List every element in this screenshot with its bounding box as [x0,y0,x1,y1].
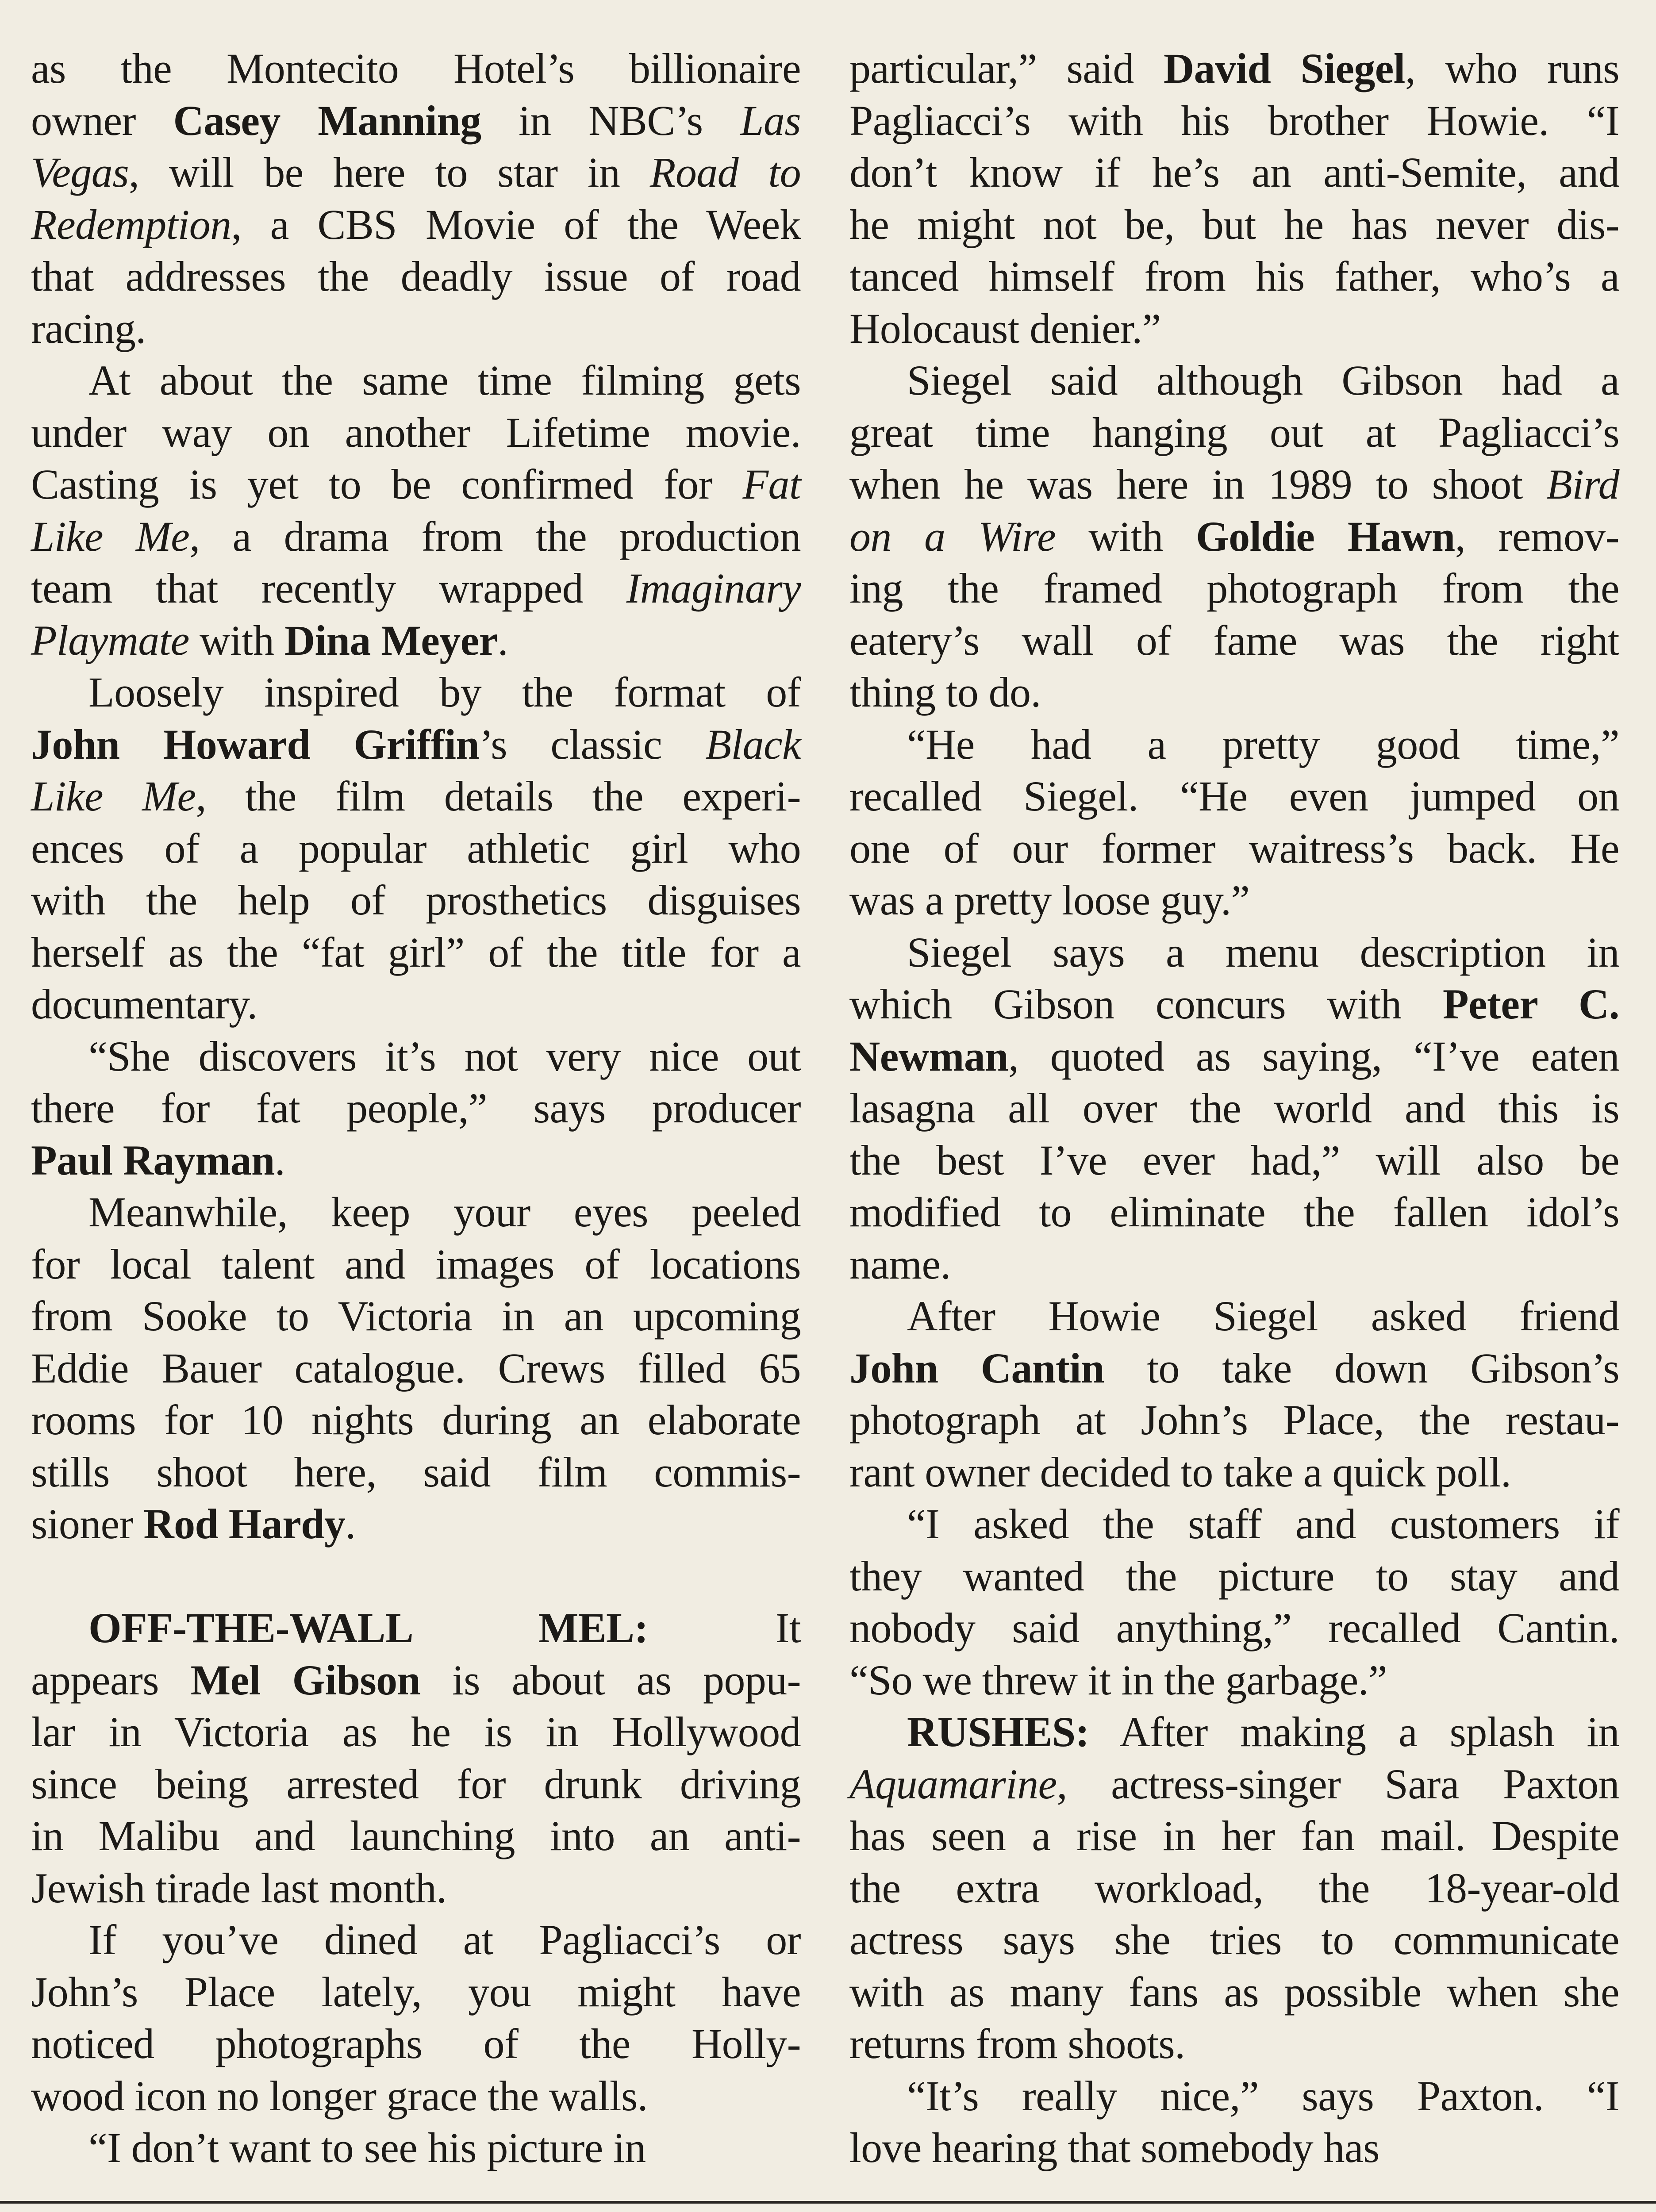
bold-name: Peter C. [1442,980,1620,1028]
bold-name: Dina Meyer [284,616,498,664]
text-run: in NBC’s [481,96,741,144]
text-run: , remov- [1455,512,1620,560]
text-run: thing to do. [849,668,1041,716]
text-run: with [1056,512,1196,560]
text-line [31,770,801,822]
paragraph [31,354,801,666]
text-line [31,666,801,718]
text-run: After Howie Siegel asked friend [907,1292,1619,1340]
text-line [849,874,1619,926]
text-run: Loosely inspired by the format of [88,668,801,716]
text-run: lar in Victoria as he is in Hollywood [31,1708,801,1755]
text-run: ing the framed photograph from the [849,565,1619,612]
bold-name: Paul Rayman [31,1136,275,1184]
italic-title: Playmate [31,616,189,664]
text-run: , the film details the experi- [196,772,801,820]
text-line [849,146,1619,199]
text-run: don’t know if he’s an anti-Semite, and [849,149,1619,196]
bold-name: Mel Gibson [190,1656,421,1704]
italic-title: Bird [1546,461,1619,508]
italic-title: Like Me [31,512,190,560]
text-line [849,2122,1619,2174]
text-run: Meanwhile, keep your eyes peeled [88,1188,801,1236]
text-line [849,614,1619,667]
text-line [31,614,801,667]
text-run: documentary. [31,980,257,1028]
text-line [849,1758,1619,1810]
text-run: returns from shoots. [849,2020,1185,2067]
text-line [31,1186,801,1238]
text-line [849,1602,1619,1654]
text-run: ences of a popular athletic girl who [31,824,801,872]
text-line [849,1290,1619,1342]
italic-title: Imaginary [626,565,801,612]
text-line [31,511,801,563]
bold-name: Goldie Hawn [1196,512,1455,560]
text-run: they wanted the picture to stay and [849,1552,1619,1600]
paragraph [31,1602,801,1914]
text-line [849,666,1619,718]
text-run: the extra workload, the 18-year-old [849,1864,1619,1912]
text-run: there for fat people,” says producer [31,1084,801,1132]
text-line [849,1186,1619,1238]
text-run: “So we threw it in the garbage.” [849,1656,1387,1704]
text-run: . [345,1500,356,1548]
text-run: , a drama from the production [189,512,801,560]
text-line [849,1498,1619,1550]
bold-name: John Cantin [849,1344,1104,1392]
text-line [849,770,1619,822]
text-line [31,1966,801,2018]
text-line [31,1394,801,1446]
text-line [849,1550,1619,1602]
text-run: stills shoot here, said film commis- [31,1448,801,1496]
paragraph [31,2122,801,2174]
text-line [849,1134,1619,1187]
right-column [849,42,1619,2174]
text-run: At about the same time filming gets [88,357,801,404]
text-run: is about as popu- [420,1656,801,1704]
paragraph [31,1030,801,1187]
italic-title: Redemption [31,200,231,248]
text-line [31,146,801,199]
italic-title: Black [705,720,801,768]
text-line [31,354,801,407]
text-run: herself as the “fat girl” of the title for a [31,928,801,976]
text-run: since being arrested for drunk driving [31,1760,801,1808]
text-run: Siegel said although Gibson had a [907,357,1619,404]
text-run: Pagliacci’s with his brother Howie. “I [849,96,1619,144]
section-gap [31,1550,801,1602]
bottom-rule [0,2201,1656,2204]
text-line [849,1446,1619,1498]
text-run: Jewish tirade last month. [31,1864,447,1912]
text-run: . [274,1136,285,1184]
text-line [31,95,801,147]
text-line [31,2070,801,2122]
text-run: “He had a pretty good time,” [907,720,1619,768]
paragraph [849,2070,1619,2174]
text-run: rooms for 10 nights during an elaborate [31,1396,801,1444]
text-line [849,1862,1619,1914]
text-line [31,1446,801,1498]
text-run: . [497,616,508,664]
text-run: in Malibu and launching into an anti- [31,1812,801,1859]
text-line [849,1914,1619,1966]
text-line [31,1238,801,1290]
text-run: particular,” said [849,45,1164,92]
text-run: ’s classic [479,720,706,768]
text-run: , quoted as saying, “I’ve eaten [1008,1032,1619,1080]
text-run: love hearing that somebody has [849,2124,1379,2171]
text-line [849,2070,1619,2122]
text-run: , who runs [1405,45,1619,92]
text-line [31,1498,801,1550]
text-run: when he was here in 1989 to shoot [849,461,1547,508]
text-run: “I asked the staff and customers if [907,1500,1619,1548]
text-line [849,562,1619,614]
text-line [31,1082,801,1134]
text-run: from Sooke to Victoria in an upcoming [31,1292,801,1340]
bold-name: Rod Hardy [143,1500,346,1548]
text-run: It [648,1604,801,1651]
paragraph [849,718,1619,926]
text-line [31,1134,801,1187]
text-run: photograph at John’s Place, the restau- [849,1396,1619,1444]
bold-name: Casey Manning [173,96,481,144]
text-line [31,199,801,251]
text-run: , will be here to star in [128,149,650,196]
paragraph [31,666,801,1030]
text-run: that addresses the deadly issue of road [31,253,801,300]
text-run: Holocaust denier.” [849,304,1161,352]
text-run: Eddie Bauer catalogue. Crews filled 65 [31,1344,801,1392]
text-line [31,407,801,459]
text-run: to take down Gibson’s [1104,1344,1619,1392]
text-run: under way on another Lifetime movie. [31,408,801,456]
text-line [849,1654,1619,1706]
text-line [849,250,1619,303]
italic-title: Aquamarine [849,1760,1057,1808]
text-run: “It’s really nice,” says Paxton. “I [907,2072,1619,2120]
paragraph [31,42,801,354]
text-line [849,1966,1619,2018]
text-line [31,2122,801,2174]
left-column [31,42,801,2174]
text-line [849,718,1619,771]
paragraph [849,1706,1619,2070]
text-run: name. [849,1240,951,1288]
text-run: with the help of prosthetics disguises [31,876,801,924]
text-run: If you’ve dined at Pagliacci’s or [88,1916,801,1963]
text-line [31,718,801,771]
text-run: sioner [31,1500,144,1548]
paragraph [849,354,1619,718]
text-line [31,1654,801,1706]
text-run: modified to eliminate the fallen idol’s [849,1188,1619,1236]
text-line [31,1602,801,1654]
text-run: one of our former waitress’s back. He [849,824,1619,872]
text-run: , actress-singer Sara Paxton [1057,1760,1619,1808]
paragraph [849,1290,1619,1498]
text-run: which Gibson concurs with [849,980,1443,1028]
text-line [31,1862,801,1914]
text-run: he might not be, but he has never dis- [849,200,1619,248]
text-line [31,562,801,614]
text-run: wood icon no longer grace the walls. [31,2072,648,2120]
text-line [31,458,801,511]
text-run: Casting is yet to be confirmed for [31,461,743,508]
text-line [31,303,801,355]
italic-title: on a Wire [849,512,1056,560]
text-run: for local talent and images of locations [31,1240,801,1288]
text-line [849,199,1619,251]
text-line [31,926,801,979]
text-line [31,1290,801,1342]
text-line [849,303,1619,355]
text-line [849,407,1619,459]
text-line [31,1810,801,1862]
text-line [849,822,1619,875]
bold-name: David Siegel [1163,45,1405,92]
text-line [849,458,1619,511]
bold-name: John Howard Griffin [31,720,480,768]
text-line [849,1706,1619,1758]
text-line [849,1238,1619,1290]
text-line [849,1810,1619,1862]
italic-title: Fat [742,461,801,508]
text-line [31,1030,801,1083]
text-run: team that recently wrapped [31,565,626,612]
text-run: “She discovers it’s not very nice out [88,1032,801,1080]
text-run: recalled Siegel. “He even jumped on [849,772,1619,820]
text-run: lasagna all over the world and this is [849,1084,1619,1132]
text-line [31,1758,801,1810]
bold-name: RUSHES: [907,1708,1089,1755]
text-line [849,354,1619,407]
text-line [849,1394,1619,1446]
text-run: After making a splash in [1089,1708,1619,1755]
text-run: with as many fans as possible when she [849,1968,1619,2016]
text-run: , a CBS Movie of the Week [231,200,801,248]
text-run: with [189,616,284,664]
text-run: the best I’ve ever had,” will also be [849,1136,1619,1184]
italic-title: Like Me [31,772,196,820]
text-line [31,250,801,303]
text-run: as the Montecito Hotel’s billionaire [31,45,801,92]
text-run: actress says she tries to communicate [849,1916,1619,1963]
text-line [31,978,801,1030]
text-run: noticed photographs of the Holly- [31,2020,801,2067]
text-run: great time hanging out at Pagliacci’s [849,408,1619,456]
paragraph [849,42,1619,354]
text-line [849,1082,1619,1134]
text-line [849,42,1619,95]
text-line [849,2018,1619,2070]
text-run: was a pretty loose guy.” [849,876,1250,924]
bold-name: OFF-THE-WALL MEL: [88,1604,648,1651]
italic-title: Las [740,96,801,144]
paragraph [31,1186,801,1550]
text-run: racing. [31,304,146,352]
text-run: nobody said anything,” recalled Cantin. [849,1604,1619,1651]
text-line [31,822,801,875]
text-line [31,874,801,926]
text-line [849,1030,1619,1083]
text-line [849,1342,1619,1394]
text-run: has seen a rise in her fan mail. Despite [849,1812,1619,1859]
italic-title: Vegas [31,149,129,196]
italic-title: Road to [649,149,801,196]
text-line [31,1914,801,1966]
text-run: appears [31,1656,191,1704]
text-line [849,926,1619,979]
text-line [31,1706,801,1758]
paragraph [31,1914,801,2122]
text-run: John’s Place lately, you might have [31,1968,801,2016]
text-run: owner [31,96,173,144]
text-run: Siegel says a menu description in [907,928,1619,976]
text-run: “I don’t want to see his picture in [88,2124,646,2171]
paragraph [849,926,1619,1290]
text-run: tanced himself from his father, who’s a [849,253,1619,300]
text-line [849,511,1619,563]
text-line [31,42,801,95]
paragraph [849,1498,1619,1706]
text-line [849,978,1619,1030]
bold-name: Newman [849,1032,1009,1080]
text-line [31,1342,801,1394]
text-line [849,95,1619,147]
text-line [31,2018,801,2070]
text-run: rant owner decided to take a quick poll. [849,1448,1511,1496]
text-run: eatery’s wall of fame was the right [849,616,1619,664]
